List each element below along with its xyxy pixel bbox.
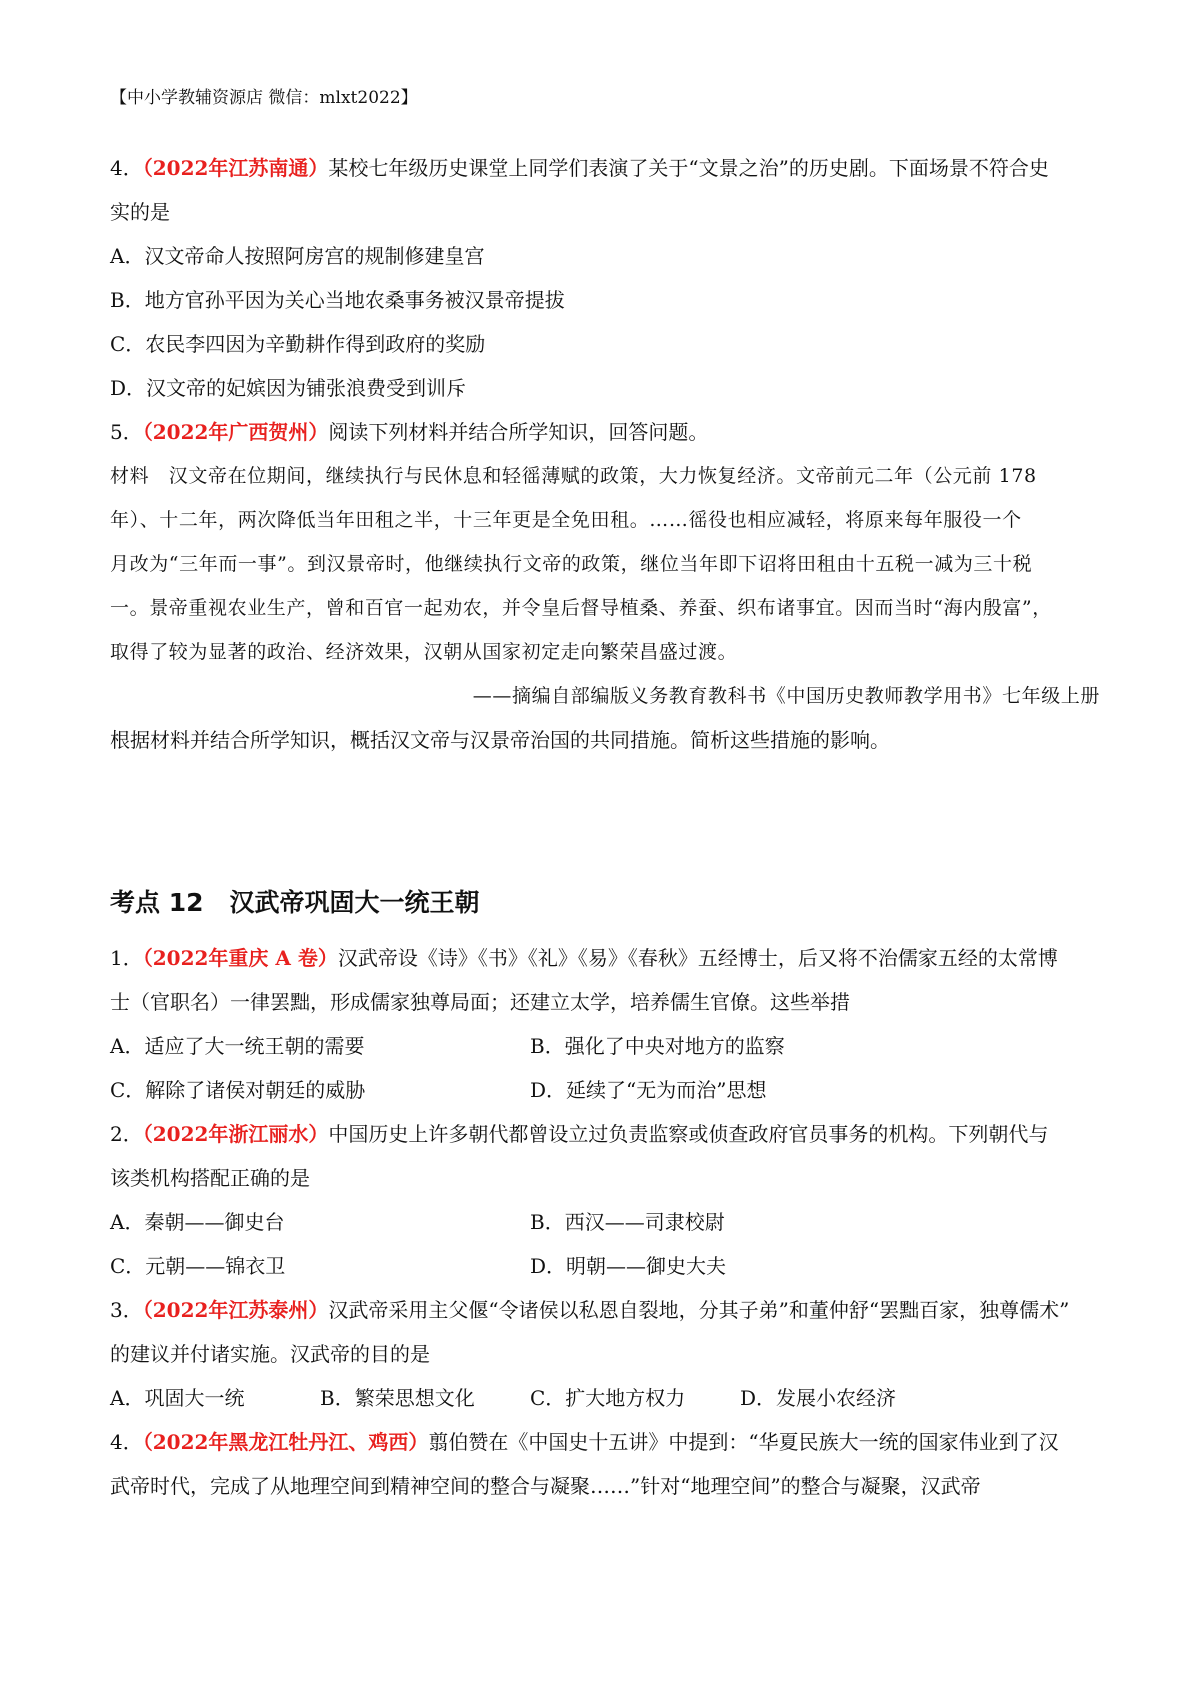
- material-line: 一。景帝重视农业生产，曾和百官一起劝农，并令皇后督导植桑、养蚕、织布诸事宜。因而当时“海内殷富”，: [110, 597, 1052, 619]
- question-number: 5．: [110, 420, 143, 444]
- question-source: （2022年黑龙江牡丹江、鸡西）: [142, 1430, 429, 1454]
- option-row: [110, 1032, 1100, 1060]
- option-row: [110, 1384, 1100, 1412]
- page-header: 【中小学教辅资源店 微信：mlxt2022】: [110, 88, 418, 108]
- question-3-stem: [110, 1296, 1100, 1324]
- option-c: C．农民李四因为辛勤耕作得到政府的奖励: [110, 332, 486, 356]
- question-text: 中国历史上许多朝代都曾设立过负责监察或侦查政府官员事务的机构。下列朝代与: [328, 1122, 1049, 1146]
- option-c: C．解除了诸侯对朝廷的威胁: [110, 1078, 366, 1102]
- option-a: A．适应了大一统王朝的需要: [110, 1034, 365, 1058]
- material-line: 月改为“三年而一事”。到汉景帝时，他继续执行文帝的政策，继位当年即下诏将田租由十五税一减为三十税: [110, 553, 1033, 575]
- question-text: 阅读下列材料并结合所学知识，回答问题。: [328, 420, 709, 444]
- section-label: 考点 12: [110, 888, 204, 917]
- option-d: D．发展小农经济: [740, 1386, 897, 1410]
- option-b: B．繁荣思想文化: [320, 1386, 475, 1410]
- question-source: （2022年浙江丽水）: [142, 1122, 329, 1146]
- question-2-stem-cont: 该类机构搭配正确的是: [110, 1166, 310, 1190]
- material-line: 年）、十二年，两次降低当年田租之半，十三年更是全免田租。……徭役也相应减轻，将原来每年服役一个: [110, 509, 1022, 531]
- option-row: [110, 1208, 1100, 1236]
- question-4a-stem: [110, 154, 1100, 182]
- question-text: 汉武帝设《诗》《书》《礼》《易》《春秋》五经博士，后又将不治儒家五经的太常博: [337, 946, 1058, 970]
- question-text: 翦伯赞在《中国史十五讲》中提到：“华夏民族大一统的国家伟业到了汉: [428, 1430, 1059, 1454]
- question-1-stem: [110, 944, 1100, 972]
- option-a: A．汉文帝命人按照阿房宫的规制修建皇宫: [110, 244, 485, 268]
- question-number: 3．: [110, 1298, 143, 1322]
- option-c: C．扩大地方权力: [530, 1386, 686, 1410]
- question-text: 汉武帝采用主父偃“令诸侯以私恩自裂地，分其子弟”和董仲舒“罢黜百家，独尊儒术”: [328, 1298, 1070, 1322]
- option-row: [110, 1252, 1100, 1280]
- option-d: D．明朝——御史大夫: [530, 1254, 727, 1278]
- question-number: 1．: [110, 946, 143, 970]
- question-2-stem: [110, 1120, 1100, 1148]
- question-4-stem-cont: 武帝时代，完成了从地理空间到精神空间的整合与凝聚……”针对“地理空间”的整合与凝聚，汉武帝: [110, 1474, 981, 1498]
- section-heading: [110, 886, 480, 920]
- question-5-stem: [110, 418, 1100, 446]
- option-a: A．巩固大一统: [110, 1386, 245, 1410]
- question-4-stem: [110, 1428, 1100, 1456]
- material-line: 取得了较为显著的政治、经济效果，汉朝从国家初定走向繁荣昌盛过渡。: [110, 641, 738, 663]
- question-source: （2022年重庆 A 卷）: [142, 946, 338, 970]
- question-1-stem-cont: 士（官职名）一律罢黜，形成儒家独尊局面；还建立太学，培养儒生官僚。这些举措: [110, 990, 850, 1014]
- question-3-stem-cont: 的建议并付诸实施。汉武帝的目的是: [110, 1342, 430, 1366]
- material-line: 材料 汉文帝在位期间，继续执行与民休息和轻徭薄赋的政策，大力恢复经济。文帝前元二年（公元前 178: [110, 465, 1037, 487]
- option-a: A．秦朝——御史台: [110, 1210, 285, 1234]
- option-b: B．西汉——司隶校尉: [530, 1210, 725, 1234]
- material-citation: ——摘编自部编版义务教育教科书《中国历史教师教学用书》七年级上册: [472, 685, 1100, 707]
- option-d: D．汉文帝的妃嫔因为铺张浪费受到训斥: [110, 376, 467, 400]
- option-c: C．元朝——锦衣卫: [110, 1254, 286, 1278]
- question-number: 2．: [110, 1122, 143, 1146]
- question-5-prompt: 根据材料并结合所学知识，概括汉文帝与汉景帝治国的共同措施。简析这些措施的影响。: [110, 728, 890, 752]
- section-title: 汉武帝巩固大一统王朝: [229, 888, 480, 917]
- question-number: 4．: [110, 156, 143, 180]
- question-4a-stem-cont: 实的是: [110, 200, 170, 224]
- option-row: [110, 1076, 1100, 1104]
- question-source: （2022年广西贺州）: [142, 420, 329, 444]
- question-source: （2022年江苏南通）: [142, 156, 329, 180]
- question-source: （2022年江苏泰州）: [142, 1298, 329, 1322]
- question-number: 4．: [110, 1430, 143, 1454]
- question-text: 某校七年级历史课堂上同学们表演了关于“文景之治”的历史剧。下面场景不符合史: [328, 156, 1049, 180]
- option-b: B．地方官孙平因为关心当地农桑事务被汉景帝提拔: [110, 288, 565, 312]
- option-b: B．强化了中央对地方的监察: [530, 1034, 785, 1058]
- option-d: D．延续了“无为而治”思想: [530, 1078, 767, 1102]
